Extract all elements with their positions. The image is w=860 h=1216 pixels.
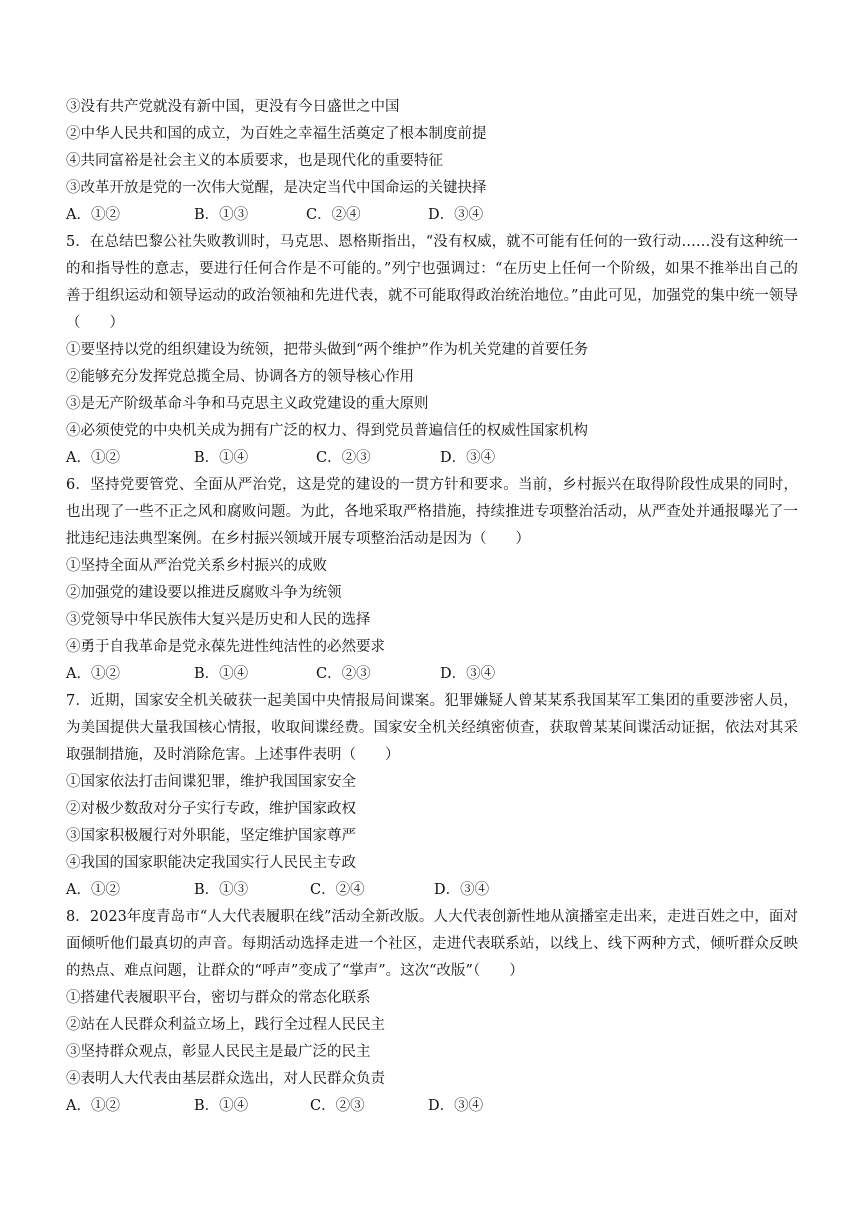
q4-item-3: ④共同富裕是社会主义的本质要求，也是现代化的重要特征 — [66, 153, 443, 169]
q8-options — [66, 1093, 798, 1120]
q4-item-2: ②中华人民共和国的成立，为百姓之幸福生活奠定了根本制度前提 — [66, 126, 487, 142]
q4-item-1: ③没有共产党就没有新中国，更没有今日盛世之中国 — [66, 99, 400, 115]
q6-option-a: A．①② — [66, 666, 120, 682]
q5-item-1: ①要坚持以党的组织建设为统领，把带头做到“两个维护”作为机关党建的首要任务 — [66, 342, 589, 358]
q5-item-4: ④必须使党的中央机关成为拥有广泛的权力、得到党员普遍信任的权威性国家机构 — [66, 423, 588, 439]
q5-options — [66, 445, 798, 472]
q5-option-c: C．②③ — [316, 450, 371, 466]
q7-item-3: ③国家积极履行对外职能，坚定维护国家尊严 — [66, 828, 356, 844]
q8-option-b: B．①④ — [194, 1098, 249, 1114]
q7-option-b: B．①③ — [194, 882, 249, 898]
q8-item-4: ④表明人大代表由基层群众选出，对人民群众负责 — [66, 1071, 385, 1087]
q5-item-2: ②能够充分发挥党总揽全局、协调各方的领导核心作用 — [66, 369, 414, 385]
q6-item-3: ③党领导中华民族伟大复兴是历史和人民的选择 — [66, 612, 371, 628]
q7-item-1: ①国家依法打击间谍犯罪，维护我国国家安全 — [66, 774, 356, 790]
question-8 — [66, 904, 798, 1120]
q8-option-d: D．③④ — [428, 1098, 484, 1114]
q4-option-c: C．②④ — [306, 207, 361, 223]
question-6 — [66, 472, 798, 688]
q8-stem: 8．2023年度青岛市“人大代表履职在线”活动全新改版。人大代表创新性地从演播室走出来，走进百姓之中，面对面倾听他们最真切的声音。每期活动选择走进一个社区，走进代表联系站，以线上、线下两种方式，倾听群众反映的热点、难点问题，让群众的“呼声”变成了“掌声”。这次“改版”（ ） — [66, 909, 798, 979]
question-7 — [66, 688, 798, 904]
q5-item-3: ③是无产阶级革命斗争和马克思主义政党建设的重大原则 — [66, 396, 429, 412]
q6-stem: 6．坚持党要管党、全面从严治党，这是党的建设的一贯方针和要求。当前，乡村振兴在取得阶段性成果的同时，也出现了一些不正之风和腐败问题。为此，各地采取严格措施，持续推进专项整治活动，从严查处并通报曝光了一批违纪违法典型案例。在乡村振兴领域开展专项整治活动是因为（ ） — [66, 477, 798, 547]
q4-option-d: D．③④ — [428, 207, 484, 223]
q8-item-3: ③坚持群众观点，彰显人民民主是最广泛的民主 — [66, 1044, 371, 1060]
q4-item-4: ③改革开放是党的一次伟大觉醒，是决定当代中国命运的关键抉择 — [66, 180, 487, 196]
q4-option-a: A．①② — [66, 207, 120, 223]
q7-option-d: D．③④ — [434, 882, 490, 898]
q5-option-a: A．①② — [66, 450, 120, 466]
q7-item-4: ④我国的国家职能决定我国实行人民民主专政 — [66, 855, 356, 871]
q8-option-c: C．②③ — [310, 1098, 365, 1114]
q5-stem: 5．在总结巴黎公社失败教训时，马克思、恩格斯指出，“没有权威，就不可能有任何的一致行动……没有这种统一的和指导性的意志，要进行任何合作是不可能的。”列宁也强调过：“在历史上任何一个阶级，如果不推举出自己的善于组织运动和领导运动的政治领袖和先进代表，就不可能取得政治统治地位。”由此可见，加强党的集中统一领导（ ） — [66, 234, 798, 331]
q7-item-2: ②对极少数敌对分子实行专政，维护国家政权 — [66, 801, 356, 817]
q7-options — [66, 877, 798, 904]
q4-option-b: B．①③ — [194, 207, 249, 223]
q6-option-b: B．①④ — [194, 666, 249, 682]
q8-item-2: ②站在人民群众利益立场上，践行全过程人民民主 — [66, 1017, 385, 1033]
q6-option-c: C．②③ — [316, 666, 371, 682]
q6-item-4: ④勇于自我革命是党永葆先进性纯洁性的必然要求 — [66, 639, 385, 655]
q8-option-a: A．①② — [66, 1098, 120, 1114]
q5-option-d: D．③④ — [440, 450, 496, 466]
q6-options — [66, 661, 798, 688]
q4-options — [66, 202, 798, 229]
q7-option-a: A．①② — [66, 882, 120, 898]
page-content — [66, 94, 798, 1120]
q6-item-1: ①坚持全面从严治党关系乡村振兴的成败 — [66, 558, 327, 574]
question-4-tail — [66, 94, 798, 229]
q5-option-b: B．①④ — [194, 450, 249, 466]
q7-option-c: C．②④ — [310, 882, 365, 898]
q6-option-d: D．③④ — [440, 666, 496, 682]
q8-item-1: ①搭建代表履职平台，密切与群众的常态化联系 — [66, 990, 371, 1006]
q7-stem: 7．近期，国家安全机关破获一起美国中央情报局间谍案。犯罪嫌疑人曾某某系我国某军工集团的重要涉密人员，为美国提供大量我国核心情报，收取间谍经费。国家安全机关经缜密侦查，获取曾某某间谍活动证据，依法对其采取强制措施，及时消除危害。上述事件表明（ ） — [66, 693, 798, 763]
question-5 — [66, 229, 798, 472]
q6-item-2: ②加强党的建设要以推进反腐败斗争为统领 — [66, 585, 342, 601]
